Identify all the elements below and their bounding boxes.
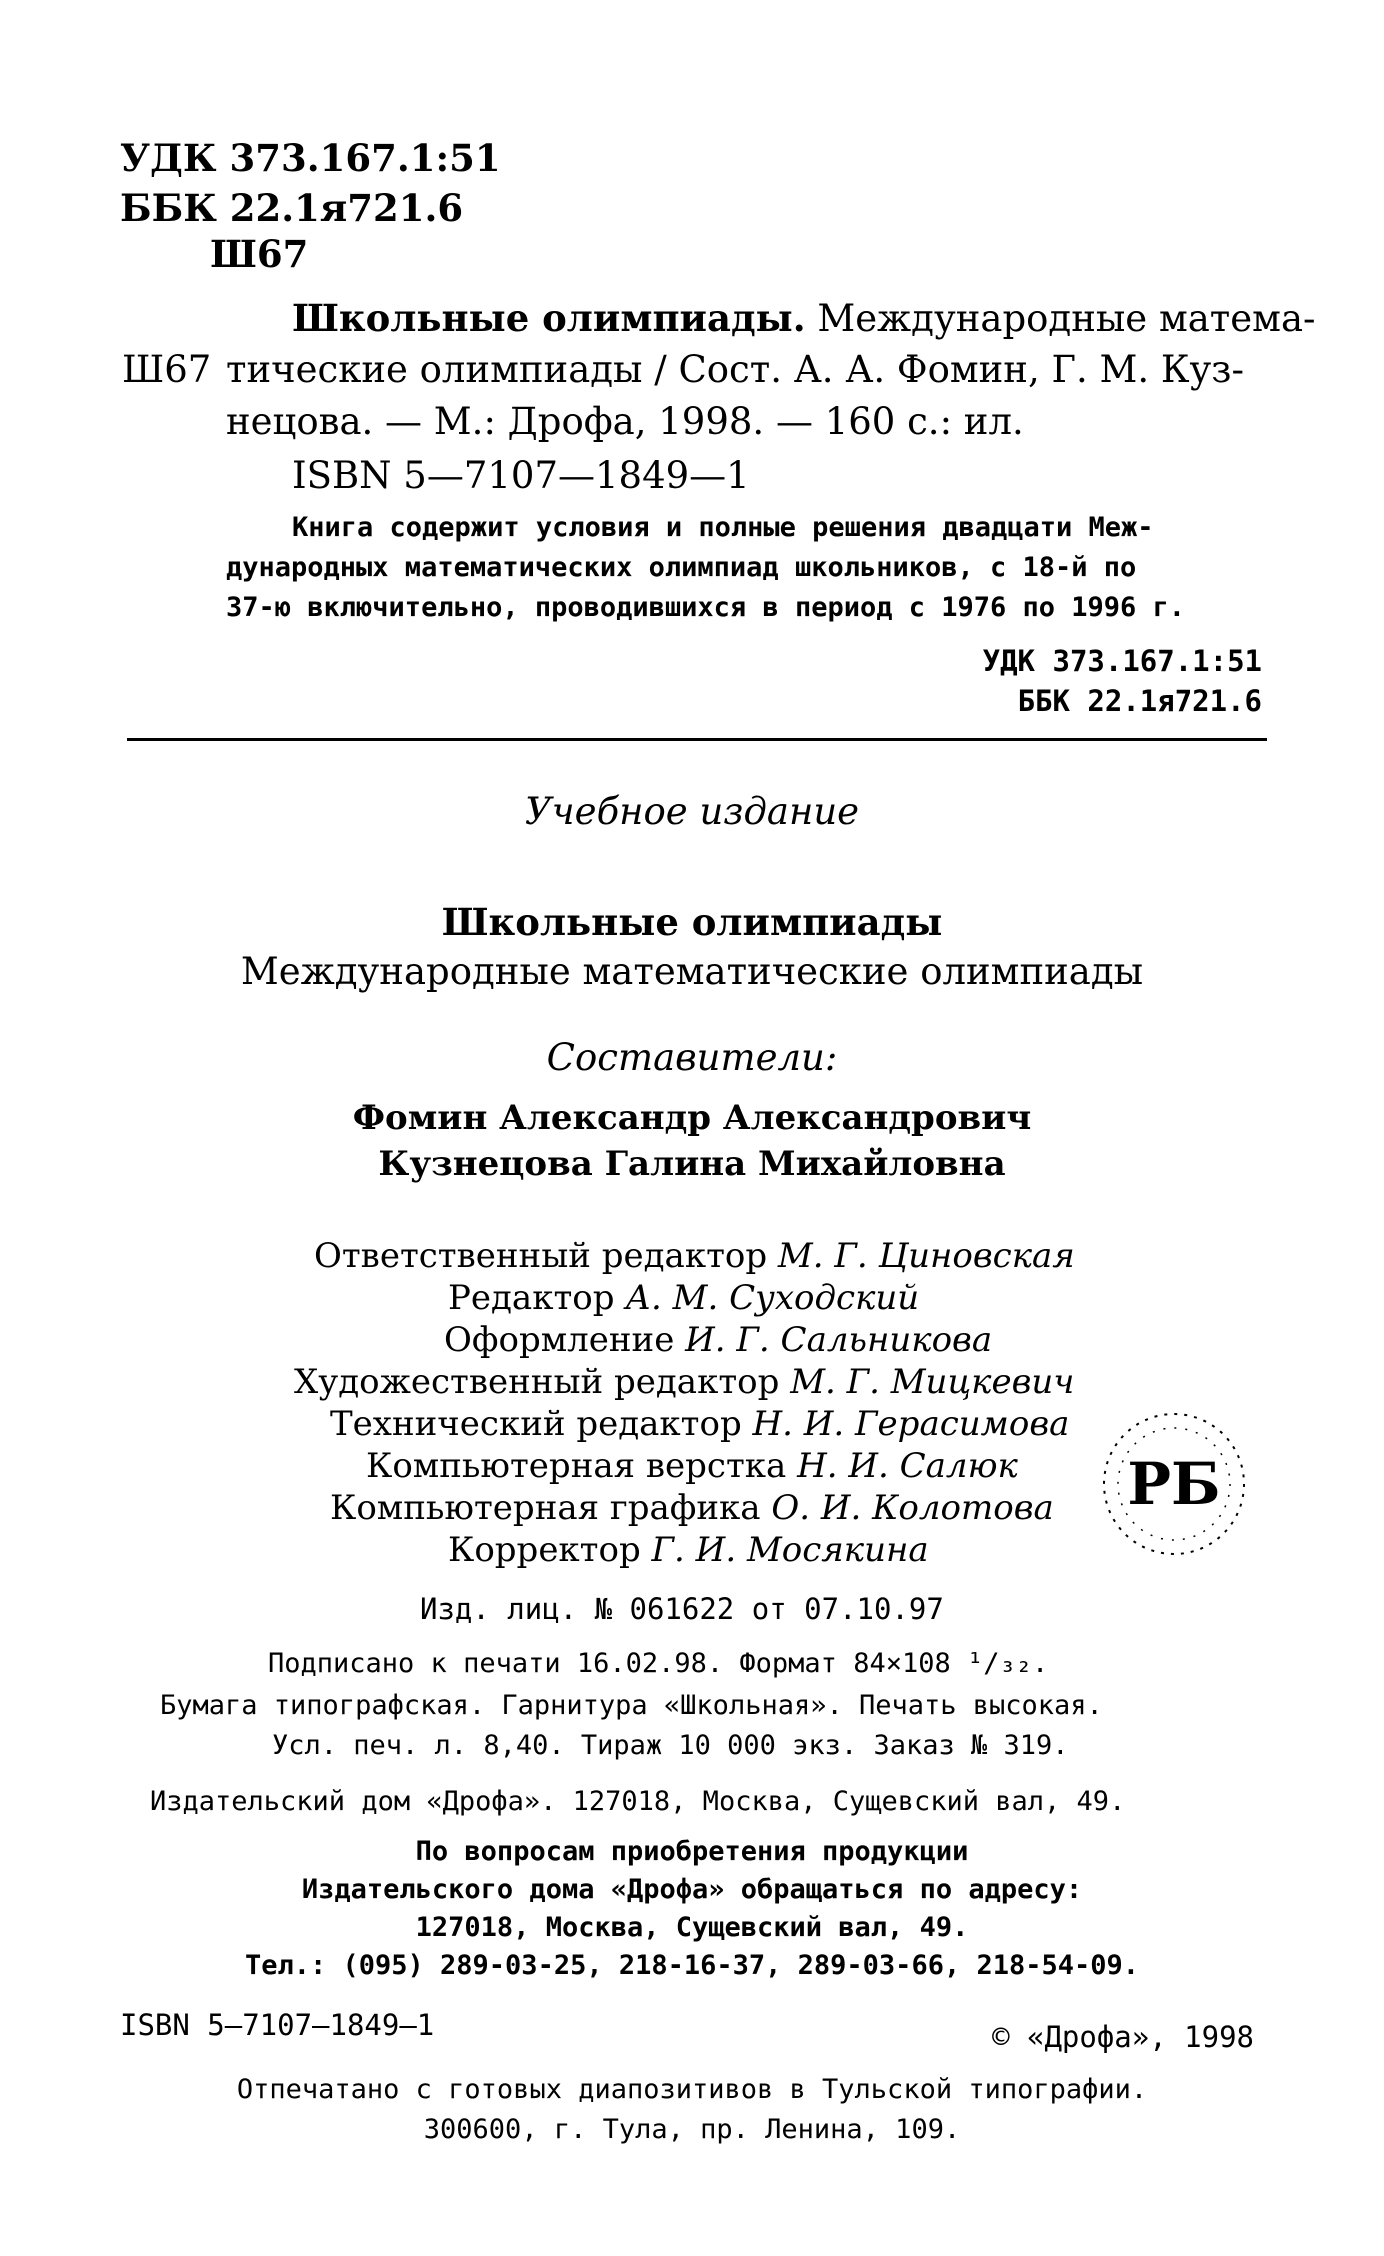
contact-line-4: Тел.: (095) 289-03-25, 218-16-37, 289-03-66, 218-54-09. bbox=[244, 1950, 1140, 1981]
license: Изд. лиц. № 061622 от 07.10.97 bbox=[420, 1592, 944, 1626]
annotation-line-1: Книга содержит условия и полные решения двадцати Меж- bbox=[292, 512, 1154, 543]
book-subtitle: Международные математические олимпиады bbox=[240, 950, 1144, 993]
edition-type: Учебное издание bbox=[524, 790, 860, 833]
bib-title-bold: Школьные олимпиады. bbox=[292, 296, 806, 340]
bib-line-2: тические олимпиады / Сост. А. А. Фомин, Г. М. Куз- bbox=[226, 348, 1244, 391]
catalog-author-sign: Ш67 bbox=[210, 232, 309, 276]
contact-line-1: По вопросам приобретения продукции bbox=[415, 1836, 969, 1867]
bib-isbn: ISBN 5—7107—1849—1 bbox=[292, 454, 750, 497]
catalog-udk: УДК 373.167.1:51 bbox=[120, 136, 501, 180]
publisher-logo-icon bbox=[1094, 1404, 1254, 1564]
contact-line-2: Издательского дома «Дрофа» обращаться по адресу: bbox=[301, 1874, 1083, 1905]
bib-line-3: нецова. — М.: Дрофа, 1998. — 160 с.: ил. bbox=[226, 400, 1024, 443]
credit-line: Технический редактор Н. И. Герасимова bbox=[330, 1404, 1070, 1444]
contact-line-3: 127018, Москва, Сущевский вал, 49. bbox=[415, 1912, 969, 1943]
credit-line: Художественный редактор М. Г. Мицкевич bbox=[294, 1362, 1075, 1402]
logo-letters: РБ bbox=[1127, 1450, 1221, 1518]
footer-copyright: © «Дрофа», 1998 bbox=[992, 2020, 1254, 2054]
print-info-line-1: Подписано к печати 16.02.98. Формат 84×108 ¹/₃₂. bbox=[268, 1648, 1049, 1679]
printed-line-2: 300600, г. Тула, пр. Ленина, 109. bbox=[423, 2114, 961, 2145]
annotation-udk: УДК 373.167.1:51 bbox=[982, 644, 1262, 678]
compiler-name: Кузнецова Галина Михайловна bbox=[378, 1144, 1006, 1184]
book-title: Школьные олимпиады bbox=[441, 900, 943, 944]
credit-line: Компьютерная графика О. И. Колотова bbox=[330, 1488, 1054, 1528]
compiler-name: Фомин Александр Александрович bbox=[352, 1098, 1032, 1138]
publisher-address: Издательский дом «Дрофа». 127018, Москва, Сущевский вал, 49. bbox=[150, 1786, 1126, 1817]
credit-line: Оформление И. Г. Сальникова bbox=[444, 1320, 993, 1360]
annotation-line-2: дународных математических олимпиад школьников, с 18-й по bbox=[226, 552, 1137, 583]
credit-line: Ответственный редактор М. Г. Циновская bbox=[314, 1236, 1075, 1276]
credit-line: Корректор Г. И. Мосякина bbox=[448, 1530, 929, 1570]
divider-rule bbox=[127, 738, 1267, 741]
compilers-label: Составители: bbox=[546, 1036, 838, 1079]
catalog-bbk: ББК 22.1я721.6 bbox=[120, 186, 464, 230]
credit-line: Компьютерная верстка Н. И. Салюк bbox=[366, 1446, 1018, 1486]
credit-line: Редактор А. М. Суходский bbox=[448, 1278, 920, 1318]
print-info-line-2: Бумага типографская. Гарнитура «Школьная». Печать высокая. bbox=[160, 1690, 1103, 1721]
bib-sign: Ш67 bbox=[122, 348, 212, 391]
bib-title-rest: Международные матема- bbox=[805, 297, 1316, 340]
print-info-line-3: Усл. печ. л. 8,40. Тираж 10 000 экз. Заказ № 319. bbox=[272, 1730, 1069, 1761]
annotation-bbk: ББК 22.1я721.6 bbox=[1017, 684, 1262, 718]
footer-isbn: ISBN 5—7107—1849—1 bbox=[120, 2008, 435, 2042]
annotation-line-3: 37-ю включительно, проводившихся в период с 1976 по 1996 г. bbox=[226, 592, 1186, 623]
bib-line-1 bbox=[292, 296, 1316, 340]
printed-line-1: Отпечатано с готовых диапозитивов в Тульской типографии. bbox=[236, 2074, 1148, 2105]
